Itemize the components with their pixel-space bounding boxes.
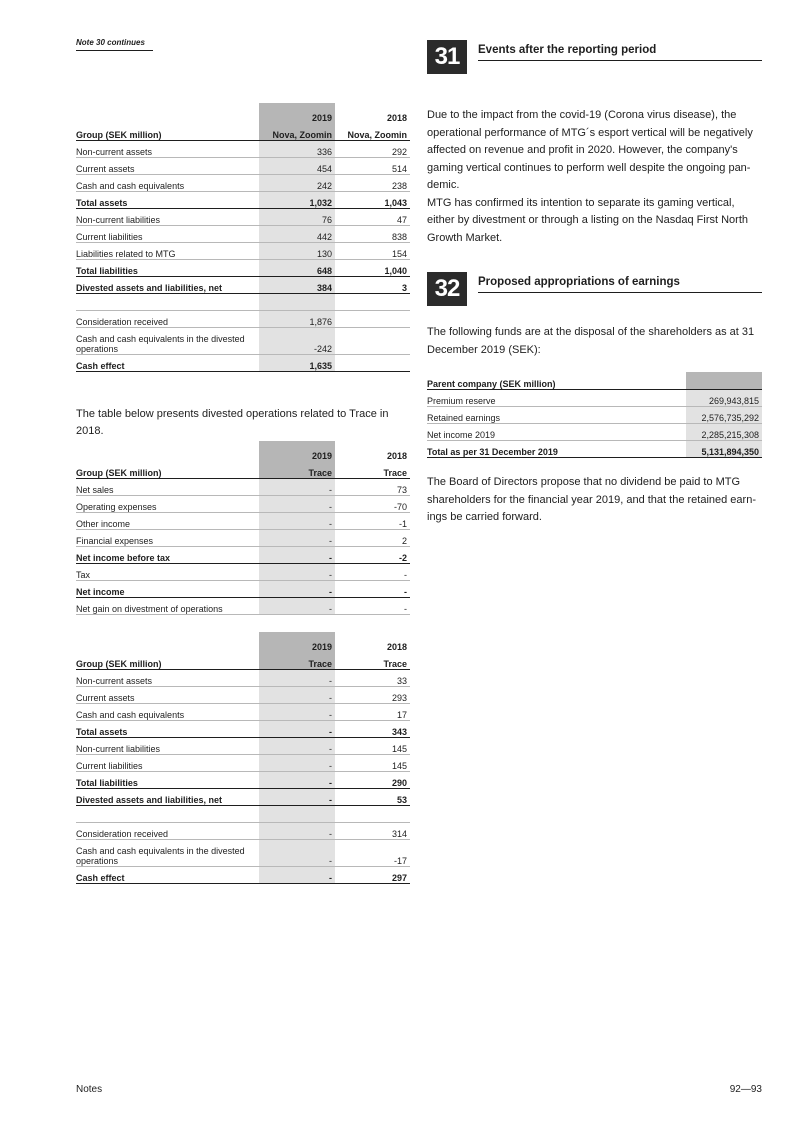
table-nova-zoomin xyxy=(76,103,410,372)
table-row-total: Total liabilities - 290 xyxy=(76,772,410,789)
paragraph: The Board of Directors propose that no dividend be paid to MTG shareholders for the financial year 2019, and that the retained earn-ings be carried forward. xyxy=(427,476,756,523)
section-number-badge: 32 xyxy=(427,272,467,306)
table-row: Non-current liabilities 76 47 xyxy=(76,209,410,226)
table-row: Other income - -1 xyxy=(76,513,410,530)
section-31-header xyxy=(427,40,762,74)
year-2018-header: 2018 xyxy=(386,113,407,123)
entity-2018-header: Trace xyxy=(335,652,410,670)
table-row: Cash and cash equivalents - 17 xyxy=(76,704,410,721)
table-row: Cash and cash equivalents 242 238 xyxy=(76,175,410,192)
table-row-total: Total as per 31 December 2019 5,131,894,350 xyxy=(427,441,762,458)
group-label: Group (SEK million) xyxy=(76,123,259,141)
table-row: Retained earnings 2,576,735,292 xyxy=(427,407,762,424)
section-32-header xyxy=(427,272,762,306)
entity-2019-header: Trace xyxy=(259,652,335,670)
table-row-total: Net income before tax - -2 xyxy=(76,547,410,564)
table-row-total: Total assets 1,032 1,043 xyxy=(76,192,410,209)
table-row: Net gain on divestment of operations - - xyxy=(76,598,410,615)
table-row-total: Total assets - 343 xyxy=(76,721,410,738)
table-row: Non-current assets 336 292 xyxy=(76,141,410,158)
table-row-total: Cash effect 1,635 xyxy=(76,355,410,372)
paragraph: The following funds are at the disposal of the shareholders as at 31 December 2019 (SEK): xyxy=(427,326,755,356)
group-label: Group (SEK million) xyxy=(76,652,259,670)
table-row: Current liabilities 442 838 xyxy=(76,226,410,243)
table-parent-company xyxy=(427,372,762,458)
table-row-total: Total liabilities 648 1,040 xyxy=(76,260,410,277)
year-2019-header: 2019 xyxy=(259,103,335,123)
spacer-row xyxy=(76,294,410,311)
entity-2019-header: Nova, Zoomin xyxy=(259,123,335,141)
year-2018-header: 2018 xyxy=(386,451,407,461)
table-row: Consideration received 1,876 xyxy=(76,311,410,328)
table-row: Current assets 454 514 xyxy=(76,158,410,175)
section-title: Proposed appropriations of earnings xyxy=(478,276,762,293)
entity-2018-header: Trace xyxy=(335,461,410,479)
table-row-total: Divested assets and liabilities, net - 53 xyxy=(76,789,410,806)
table-row: Current liabilities - 145 xyxy=(76,755,410,772)
table-row: Consideration received - 314 xyxy=(76,823,410,840)
year-2018-header: 2018 xyxy=(386,642,407,652)
table-row-total: Net income - - xyxy=(76,581,410,598)
table-row: Cash and cash equivalents in the divested operations -242 xyxy=(76,328,410,355)
table-row: Current assets - 293 xyxy=(76,687,410,704)
table-row: Tax - - xyxy=(76,564,410,581)
parent-company-header: Parent company (SEK million) xyxy=(427,372,686,390)
table-row: Cash and cash equivalents in the divested operations - -17 xyxy=(76,840,410,867)
spacer-row xyxy=(76,806,410,823)
table-trace-balance xyxy=(76,632,410,884)
table-row: Operating expenses - -70 xyxy=(76,496,410,513)
paragraph: MTG has confirmed its intention to separate its gaming vertical, either by divestment or through a listing on the Nasdaq First North Growth Market. xyxy=(427,196,748,244)
entity-2019-header: Trace xyxy=(259,461,335,479)
section-number-badge: 31 xyxy=(427,40,467,74)
note-continues-label: Note 30 continues xyxy=(76,38,153,51)
year-2019-header: 2019 xyxy=(259,632,335,652)
group-label: Group (SEK million) xyxy=(76,461,259,479)
footer-section-label: Notes xyxy=(76,1084,103,1095)
table-row: Net income 2019 2,285,215,308 xyxy=(427,424,762,441)
table-row-total: Cash effect - 297 xyxy=(76,867,410,884)
table-row: Financial expenses - 2 xyxy=(76,530,410,547)
table-row: Liabilities related to MTG 130 154 xyxy=(76,243,410,260)
table-row-total: Divested assets and liabilities, net 384 3 xyxy=(76,277,410,294)
table-trace-income xyxy=(76,441,410,615)
section-title: Events after the reporting period xyxy=(478,44,762,61)
table-row: Non-current assets - 33 xyxy=(76,670,410,687)
section-31-body xyxy=(427,107,762,247)
paragraph: Due to the impact from the covid-19 (Corona virus disease), the operational performance of MTG´s esport vertical will be negatively affected on revenue and profit in 2020. However, the company's gaming vertical continues to perform well despite the ongoing pan-demic. xyxy=(427,109,753,191)
table-row: Net sales - 73 xyxy=(76,479,410,496)
page-number: 92—93 xyxy=(729,1084,762,1095)
table-row: Premium reserve 269,943,815 xyxy=(427,390,762,407)
trace-intro-text: The table below presents divested operations related to Trace in 2018. xyxy=(76,408,389,437)
year-2019-header: 2019 xyxy=(259,441,335,461)
entity-2018-header: Nova, Zoomin xyxy=(335,123,410,141)
table-row: Non-current liabilities - 145 xyxy=(76,738,410,755)
